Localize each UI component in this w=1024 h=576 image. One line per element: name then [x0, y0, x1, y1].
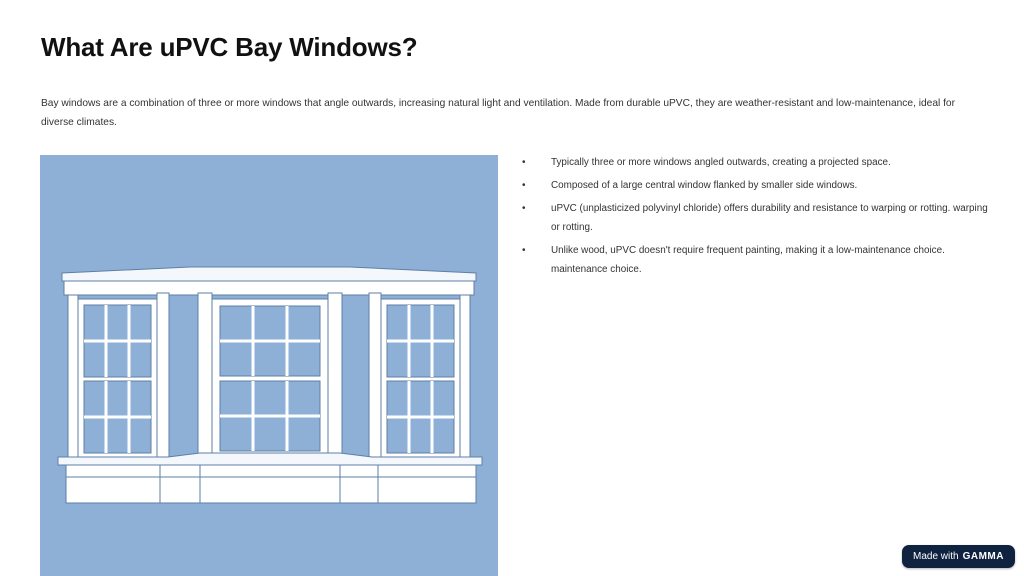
- bullet-marker: •: [522, 245, 526, 256]
- bullet-text: Typically three or more windows angled outwards, creating a projected space.: [551, 157, 891, 168]
- list-item: [522, 199, 992, 237]
- list-item: [522, 241, 992, 279]
- list-item: [522, 153, 992, 172]
- bullet-marker: •: [522, 157, 526, 168]
- bullet-text: Composed of a large central window flanked by smaller side windows.: [551, 180, 858, 191]
- made-with-gamma-badge[interactable]: [902, 545, 1015, 568]
- gamma-logo: GAMMA: [962, 551, 1004, 562]
- intro-paragraph: Bay windows are a combination of three or more windows that angle outwards, increasing natural light and ventilation. Made from durable uPVC, they are weather-resistant and low-maintenance, ideal for diverse climates.: [41, 98, 955, 128]
- bay-window-illustration: [40, 155, 498, 576]
- badge-prefix: Made with: [913, 551, 959, 562]
- bay-window-image: [40, 155, 498, 576]
- bullet-marker: •: [522, 203, 526, 214]
- bullet-text: Unlike wood, uPVC doesn't require frequent painting, making it a low-maintenance choice. maintenance choice.: [551, 245, 945, 275]
- bullet-marker: •: [522, 180, 526, 191]
- slide-title: What Are uPVC Bay Windows?: [41, 32, 418, 62]
- bullet-text: uPVC (unplasticized polyvinyl chloride) offers durability and resistance to warping or rotting. warping or rotting.: [551, 203, 988, 233]
- feature-list: [522, 153, 992, 283]
- list-item: [522, 176, 992, 195]
